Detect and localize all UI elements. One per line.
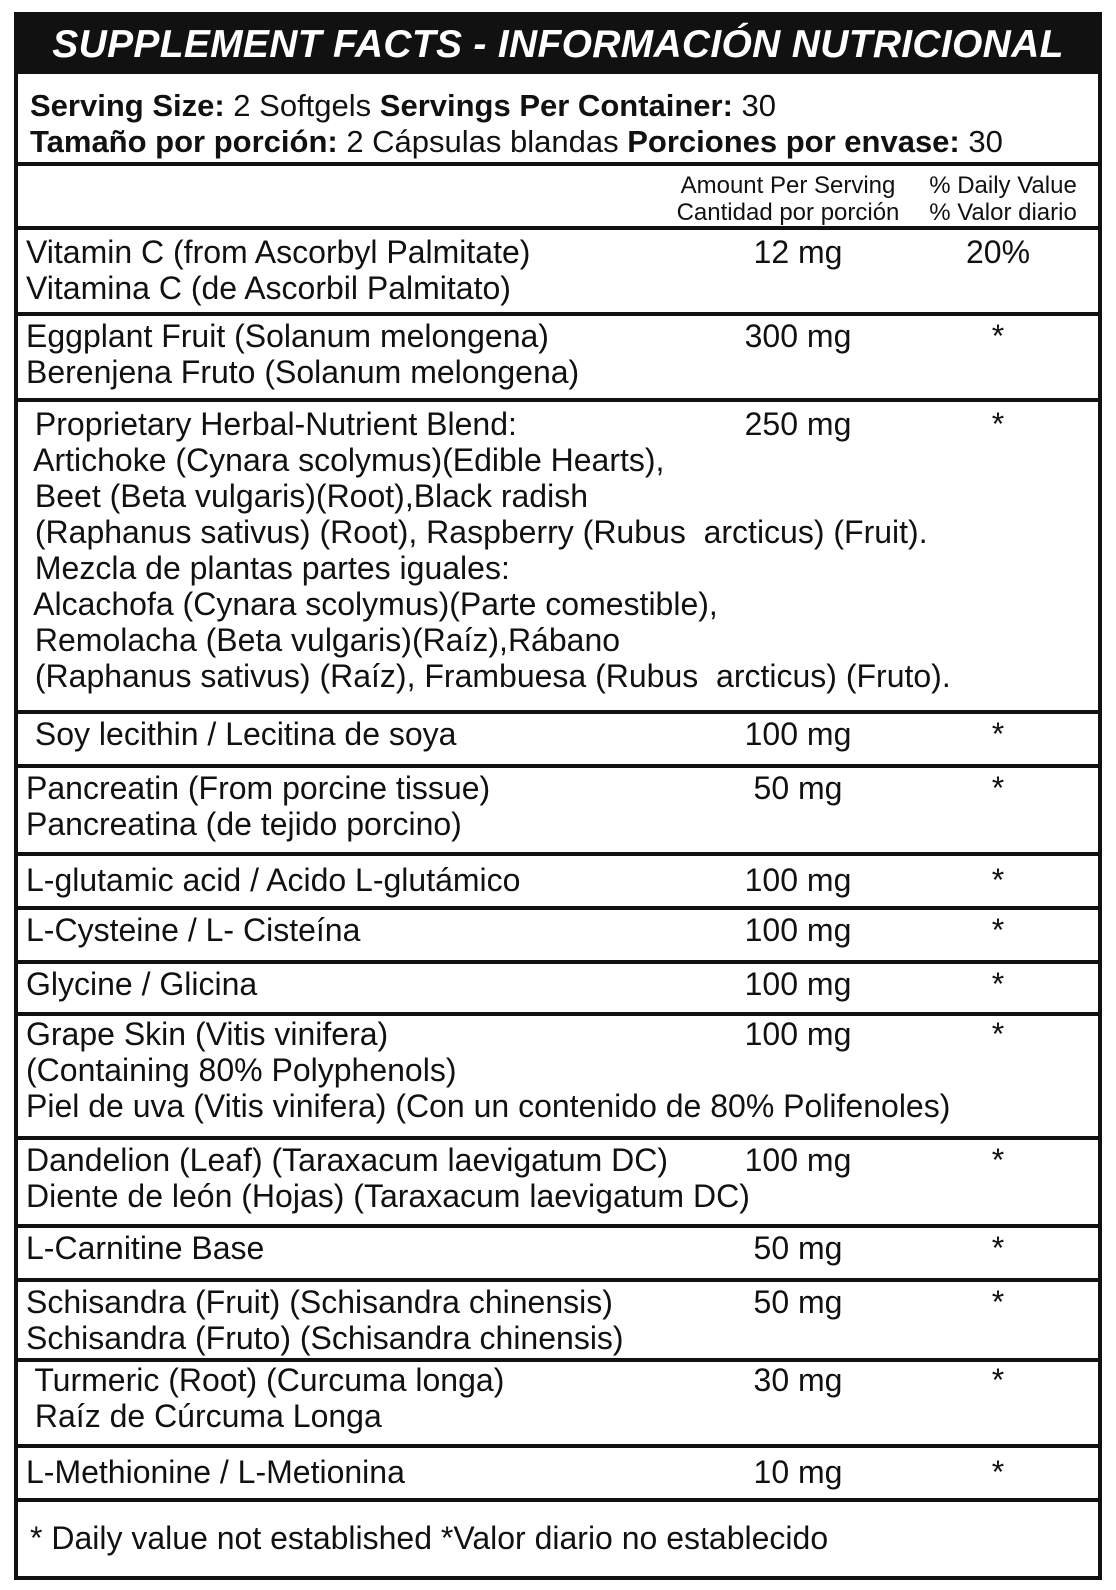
- ingredient-line: Grape Skin (Vitis vinifera): [26, 1016, 389, 1052]
- amount-per-serving: 250 mg: [744, 406, 852, 442]
- supplement-facts-panel: [14, 12, 1102, 1580]
- table-row: [18, 1138, 1098, 1226]
- ingredient-line: (Raphanus sativus) (Root), Raspberry (Rubus arcticus) (Fruit).: [26, 514, 928, 550]
- serving-info: [30, 88, 1090, 160]
- serving-line-es: [30, 124, 1090, 160]
- daily-value: *: [991, 862, 1005, 898]
- serving-line-en: [30, 88, 1090, 124]
- ingredient-name: [26, 234, 1086, 306]
- daily-value: *: [991, 1362, 1005, 1398]
- ingredient-name: [26, 1454, 1086, 1490]
- daily-value: *: [991, 1230, 1005, 1266]
- daily-value: *: [991, 1284, 1005, 1320]
- amount-per-serving: 50 mg: [753, 770, 843, 806]
- daily-value: *: [991, 1142, 1005, 1178]
- ingredient-line: Piel de uva (Vitis vinifera) (Con un contenido de 80% Polifenoles): [26, 1088, 951, 1124]
- daily-value: *: [991, 770, 1005, 806]
- footnote: * Daily value not established *Valor diario no establecido: [30, 1520, 829, 1556]
- ingredient-name: [26, 770, 1086, 842]
- table-row: [18, 962, 1098, 1014]
- tamano-porcion-value: 2 Cápsulas blandas: [337, 124, 628, 159]
- daily-value: *: [991, 318, 1005, 354]
- ingredient-line: (Containing 80% Polyphenols): [26, 1052, 457, 1088]
- table-row: [18, 1446, 1098, 1500]
- ingredient-name: [26, 406, 1086, 694]
- ingredient-line: Eggplant Fruit (Solanum melongena): [26, 318, 549, 354]
- divider: [18, 162, 1098, 166]
- dv-column-header: [908, 172, 1098, 226]
- ingredient-name: [26, 1016, 1086, 1124]
- table-row: [18, 230, 1098, 314]
- amount-per-serving: 100 mg: [744, 966, 852, 1002]
- ingredient-line: Schisandra (Fruto) (Schisandra chinensis): [26, 1320, 624, 1356]
- amount-per-serving: 100 mg: [744, 1142, 852, 1178]
- daily-value: 20%: [965, 234, 1031, 270]
- ingredient-name: [26, 966, 1086, 1002]
- ingredient-line: Beet (Beta vulgaris)(Root),Black radish: [26, 478, 588, 514]
- ingredient-name: [26, 862, 1086, 898]
- ingredient-line: Diente de león (Hojas) (Taraxacum laevigatum DC): [26, 1178, 750, 1214]
- ingredient-name: [26, 912, 1086, 948]
- ingredient-line: Turmeric (Root) (Curcuma longa): [26, 1362, 505, 1398]
- table-row: [18, 400, 1098, 712]
- ingredient-name: [26, 318, 1086, 390]
- amount-per-serving: 30 mg: [753, 1362, 843, 1398]
- dv-header-es: % Valor diario: [929, 199, 1077, 226]
- ingredient-line: Soy lecithin / Lecitina de soya: [26, 716, 457, 752]
- ingredient-name: [26, 716, 1086, 752]
- ingredient-line: Artichoke (Cynara scolymus)(Edible Hearts),: [26, 442, 665, 478]
- dv-header-en: % Daily Value: [929, 172, 1077, 199]
- daily-value: *: [991, 1016, 1005, 1052]
- table-row: [18, 1280, 1098, 1360]
- serving-size-label: Serving Size:: [30, 88, 225, 123]
- ingredient-name: [26, 1284, 1086, 1356]
- table-row: [18, 1226, 1098, 1280]
- amount-per-serving: 50 mg: [753, 1284, 843, 1320]
- ingredient-line: Dandelion (Leaf) (Taraxacum laevigatum DC): [26, 1142, 669, 1178]
- amount-per-serving: 100 mg: [744, 1016, 852, 1052]
- table-row: [18, 1360, 1098, 1446]
- amount-per-serving: 300 mg: [744, 318, 852, 354]
- ingredient-line: L-Cysteine / L- Cisteína: [26, 912, 361, 948]
- table-row: [18, 314, 1098, 400]
- ingredient-line: Glycine / Glicina: [26, 966, 258, 1002]
- daily-value: *: [991, 912, 1005, 948]
- porciones-envase-value: 30: [959, 124, 1003, 159]
- ingredient-line: Vitamin C (from Ascorbyl Palmitate): [26, 234, 531, 270]
- ingredient-line: Alcachofa (Cynara scolymus)(Parte comestible),: [26, 586, 718, 622]
- ingredient-line: Schisandra (Fruit) (Schisandra chinensis): [26, 1284, 613, 1320]
- serving-size-value: 2 Softgels: [224, 88, 380, 123]
- ingredient-name: [26, 1230, 1086, 1266]
- ingredient-line: Proprietary Herbal-Nutrient Blend:: [26, 406, 517, 442]
- ingredient-line: L-glutamic acid / Acido L-glutámico: [26, 862, 521, 898]
- daily-value: *: [991, 716, 1005, 752]
- amount-column-header: [638, 172, 938, 226]
- ingredient-line: Raíz de Cúrcuma Longa: [26, 1398, 382, 1434]
- tamano-porcion-label: Tamaño por porción:: [30, 124, 338, 159]
- ingredient-name: [26, 1362, 1086, 1434]
- servings-per-container-label: Servings Per Container:: [379, 88, 733, 123]
- ingredient-line: Pancreatina (de tejido porcino): [26, 806, 462, 842]
- ingredient-line: (Raphanus sativus) (Raíz), Frambuesa (Rubus arcticus) (Fruto).: [26, 658, 951, 694]
- amount-per-serving: 100 mg: [744, 862, 852, 898]
- amount-per-serving: 12 mg: [753, 234, 843, 270]
- table-row: [18, 908, 1098, 962]
- table-row: [18, 766, 1098, 854]
- row-divider: [18, 1498, 1098, 1502]
- ingredient-line: Remolacha (Beta vulgaris)(Raíz),Rábano: [26, 622, 621, 658]
- daily-value: *: [991, 966, 1005, 1002]
- amount-per-serving: 100 mg: [744, 912, 852, 948]
- table-row: [18, 712, 1098, 766]
- amount-per-serving: 50 mg: [753, 1230, 843, 1266]
- amount-per-serving: 100 mg: [744, 716, 852, 752]
- daily-value: *: [991, 406, 1005, 442]
- ingredient-line: Mezcla de plantas partes iguales:: [26, 550, 510, 586]
- porciones-envase-label: Porciones por envase:: [627, 124, 960, 159]
- daily-value: *: [991, 1454, 1005, 1490]
- ingredient-line: L-Carnitine Base: [26, 1230, 265, 1266]
- ingredient-line: Pancreatin (From porcine tissue): [26, 770, 491, 806]
- table-row: [18, 854, 1098, 908]
- ingredient-line: Berenjena Fruto (Solanum melongena): [26, 354, 580, 390]
- panel-title: SUPPLEMENT FACTS - INFORMACIÓN NUTRICIONAL: [18, 16, 1098, 74]
- servings-per-container-value: 30: [732, 88, 777, 123]
- table-row: [18, 1014, 1098, 1138]
- amount-per-serving: 10 mg: [753, 1454, 843, 1490]
- amount-header-en: Amount Per Serving: [680, 172, 896, 199]
- ingredient-line: L-Methionine / L-Metionina: [26, 1454, 405, 1490]
- amount-header-es: Cantidad por porción: [676, 199, 900, 226]
- ingredient-line: Vitamina C (de Ascorbil Palmitato): [26, 270, 511, 306]
- ingredient-name: [26, 1142, 1086, 1214]
